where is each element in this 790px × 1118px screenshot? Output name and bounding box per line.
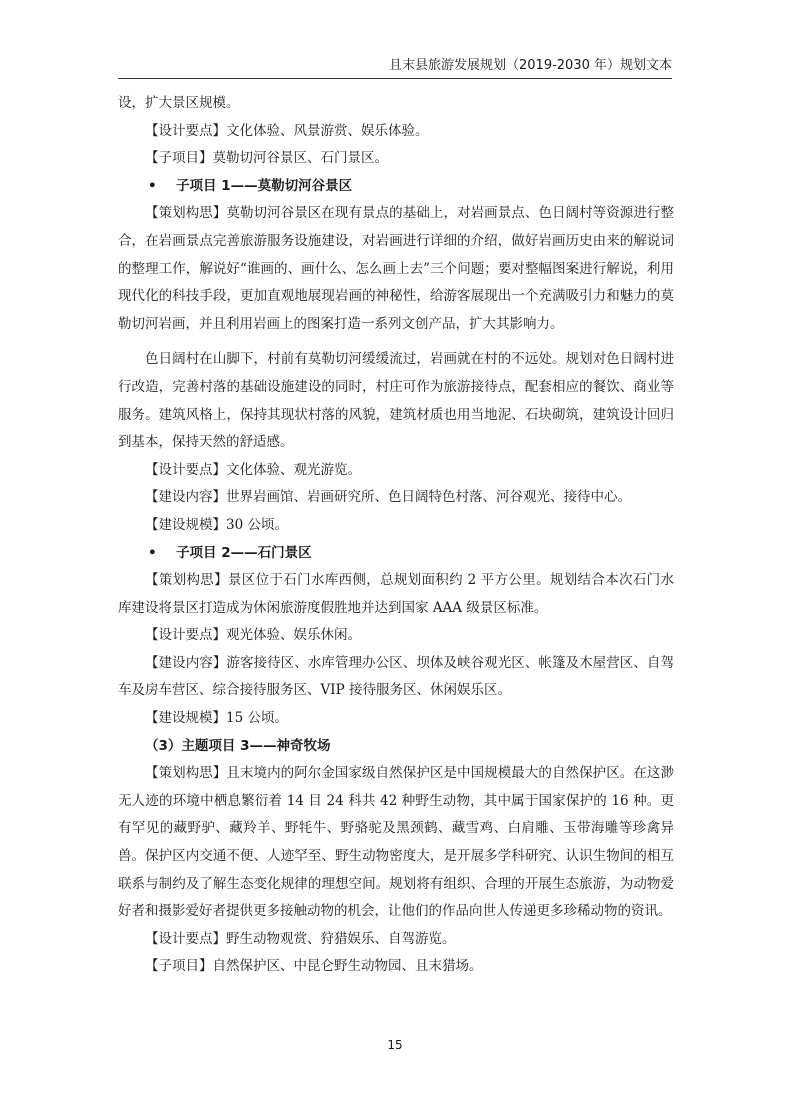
page-number: 15 [387,1038,403,1052]
paragraph: 色日阔村在山脚下，村前有莫勒切河缓缓流过，岩画就在村的不远处。规划对色日阔村进行改造，完善村落的基础设施建设的同时，村庄可作为旅游接待点，配套相应的餐饮、商业等服务。建筑风格上，保持其现状村落的风貌，建筑材质也用当地泥、石块砌筑，建筑设计回归到基本，保持天然的舒适感。 [118,351,674,451]
planning-concept: 【策划构思】且末境内的阿尔金国家级自然保护区是中国规模最大的自然保护区。在这渺无人迹的环境中栖息繁衍着 14 目 24 科共 42 种野生动物，其中属于国家保护的 16 种。更有罕见的藏野驴、藏羚羊、野牦牛、野骆驼及黑颈鹤、藏雪鸡、白肩雕、玉带海雕等珍禽异兽。保护区内交通不便、人迹罕至、野生动物密度大，是开展多学科研究、认识生物间的相互联系与制约及了解生态变化规律的理想空间。规划将有组织、合理的开展生态旅游，为动物爱好者和摄影爱好者提供更多接触动物的机会，让他们的作品向世人传递更多珍稀动物的资讯。 [118,765,674,920]
design-points: 【设计要点】观光体验、娱乐休闲。 [145,627,361,644]
subheading-project-1 [118,173,674,201]
construction-scale: 【建设规模】15 公顷。 [145,710,288,727]
design-points: 【设计要点】文化体验、风景游赏、娱乐体验。 [145,122,429,139]
theme-heading: （3）主题项目 3——神奇牧场 [145,737,331,754]
construction-scale: 【建设规模】30 公顷。 [145,516,288,533]
construction-content: 【建设内容】世界岩画馆、岩画研究所、色日阔特色村落、河谷观光、接待中心。 [145,489,631,506]
page-body [118,90,674,981]
subheading-text: 子项目 1——莫勒切河谷景区 [176,177,353,194]
construction-content: 【建设内容】游客接待区、水库管理办公区、坝体及峡谷观光区、帐篷及木屋营区、自驾车及房车营区、综合接待服务区、VIP 接待服务区、休闲娱乐区。 [118,654,674,699]
sub-projects: 【子项目】自然保护区、中昆仑野生动物园、且末猎场。 [145,958,483,975]
paragraph: 设，扩大景区规模。 [118,95,240,111]
subheading-project-2 [118,540,674,568]
subheading-text: 子项目 2——石门景区 [176,544,312,561]
running-header: 且末县旅游发展规划（2019-2030 年）规划文本 [118,56,672,79]
bullet-icon: • [148,544,157,561]
design-points: 【设计要点】野生动物观赏、狩猎娱乐、自驾游览。 [145,930,456,947]
planning-concept: 【策划构思】莫勒切河谷景区在现有景点的基础上，对岩画景点、色日阔村等资源进行整合，在岩画景点完善旅游服务设施建设，对岩画进行详细的介绍，做好岩画历史由来的解说词的整理工作，解说好“谁画的、画什么、怎么画上去”三个问题；要对整幅图案进行解说，利用现代化的科技手段，更加直观地展现岩画的神秘性，给游客展现出一个充满吸引力和魅力的莫勒切河岩画，并且利用岩画上的图案打造一系列文创产品，扩大其影响力。 [118,205,674,332]
bullet-icon: • [148,177,157,194]
planning-concept: 【策划构思】景区位于石门水库西侧，总规划面积约 2 平方公里。规划结合本次石门水库建设将景区打造成为休闲旅游度假胜地并达到国家 AAA 级景区标准。 [118,572,674,616]
sub-projects: 【子项目】莫勒切河谷景区、石门景区。 [145,150,388,167]
design-points: 【设计要点】文化体验、观光游览。 [145,461,361,478]
